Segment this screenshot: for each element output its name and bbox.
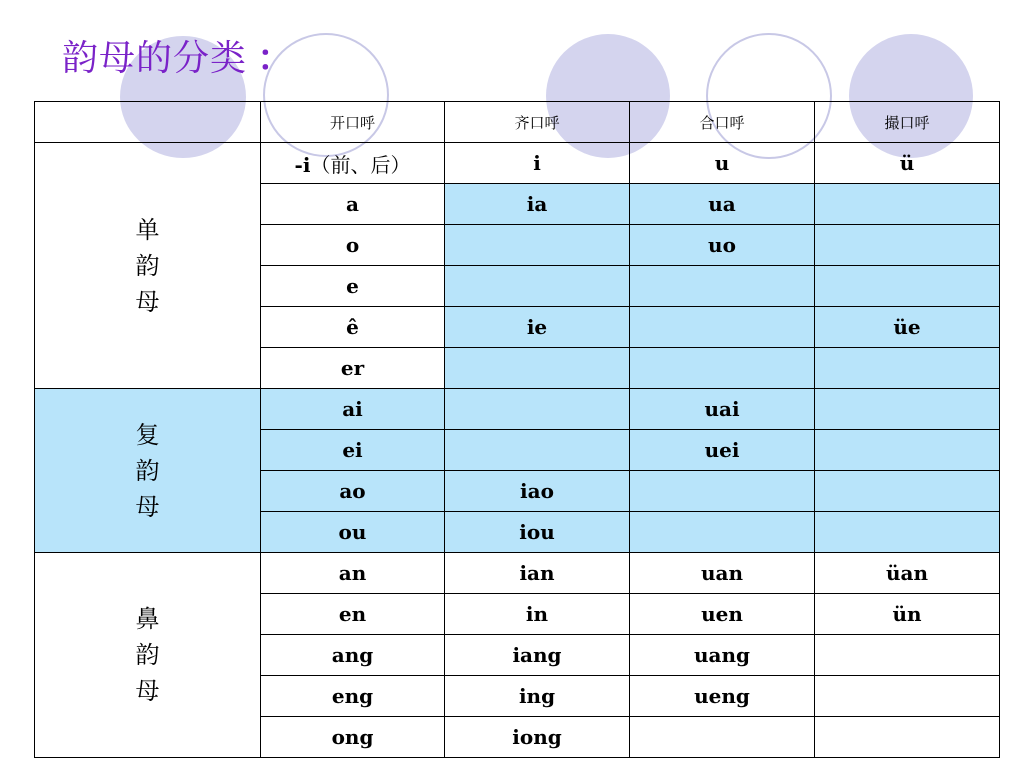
cell-cuokou	[815, 266, 1000, 307]
finals-classification-table	[34, 101, 1000, 758]
cell-qikou: iao	[445, 471, 630, 512]
cell-kaikou: ê	[261, 307, 445, 348]
table-row	[35, 389, 1000, 430]
cell-qikou: iou	[445, 512, 630, 553]
cell-cuokou: üe	[815, 307, 1000, 348]
table-row	[35, 553, 1000, 594]
cell-cuokou	[815, 471, 1000, 512]
header-qikou: 齐口呼	[445, 102, 630, 143]
cell-kaikou: er	[261, 348, 445, 389]
cell-qikou: in	[445, 594, 630, 635]
group-label-char: 复	[135, 420, 160, 449]
cell-cuokou: üan	[815, 553, 1000, 594]
group-label-char: 母	[135, 677, 160, 705]
cell-qikou	[445, 389, 630, 430]
cell-kaikou: e	[261, 266, 445, 307]
cell-kaikou: o	[261, 225, 445, 266]
header-corner	[35, 102, 261, 143]
group-label-char: 单	[135, 215, 160, 244]
table-row	[35, 143, 1000, 184]
cell-cuokou	[815, 512, 1000, 553]
header-kaikou: 开口呼	[261, 102, 445, 143]
cell-hekou: uen	[630, 594, 815, 635]
cell-hekou	[630, 266, 815, 307]
cell-kaikou: a	[261, 184, 445, 225]
cell-kaikou: en	[261, 594, 445, 635]
cell-qikou: ian	[445, 553, 630, 594]
cell-hekou	[630, 512, 815, 553]
cell-kaikou: an	[261, 553, 445, 594]
cell-kaikou: ou	[261, 512, 445, 553]
cell-cuokou	[815, 717, 1000, 758]
cell-kaikou: eng	[261, 676, 445, 717]
title-colon: ：	[257, 38, 295, 79]
cell-cuokou	[815, 225, 1000, 266]
cell-hekou: uan	[630, 553, 815, 594]
group-label-char: 母	[135, 287, 160, 316]
cell-qikou: iong	[445, 717, 630, 758]
cell-kaikou: ong	[261, 717, 445, 758]
title-text: 韵母的分类	[62, 38, 248, 79]
cell-qikou: ing	[445, 676, 630, 717]
cell-kaikou: ao	[261, 471, 445, 512]
cell-qikou	[445, 225, 630, 266]
cell-cuokou	[815, 676, 1000, 717]
cell-kaikou: ei	[261, 430, 445, 471]
header-row	[35, 102, 1000, 143]
group-label-char: 韵	[135, 456, 160, 485]
cell-qikou: iang	[445, 635, 630, 676]
cell-kaikou-value: -i	[294, 152, 311, 177]
cell-qikou	[445, 348, 630, 389]
cell-cuokou	[815, 389, 1000, 430]
cell-hekou: uei	[630, 430, 815, 471]
group-label-char: 鼻	[135, 605, 160, 633]
cell-cuokou	[815, 184, 1000, 225]
cell-hekou	[630, 307, 815, 348]
cell-hekou: u	[630, 143, 815, 184]
cell-hekou: uo	[630, 225, 815, 266]
header-hekou: 合口呼	[630, 102, 815, 143]
group-label-compound-finals	[35, 389, 261, 553]
cell-hekou: ueng	[630, 676, 815, 717]
group-label-char: 韵	[135, 251, 160, 280]
cell-kaikou-note: （前、后）	[310, 152, 411, 177]
cell-hekou: uang	[630, 635, 815, 676]
cell-hekou	[630, 717, 815, 758]
cell-kaikou	[261, 143, 445, 184]
group-label-nasal-finals	[35, 553, 261, 758]
cell-cuokou: ü	[815, 143, 1000, 184]
cell-cuokou	[815, 348, 1000, 389]
group-label-char: 韵	[135, 641, 160, 669]
cell-kaikou: ang	[261, 635, 445, 676]
cell-qikou: i	[445, 143, 630, 184]
group-label-char: 母	[135, 492, 160, 521]
group-label-simple-finals	[35, 143, 261, 389]
cell-kaikou: ai	[261, 389, 445, 430]
cell-qikou: ie	[445, 307, 630, 348]
cell-hekou	[630, 348, 815, 389]
page-title	[62, 30, 294, 81]
cell-cuokou	[815, 635, 1000, 676]
cell-qikou	[445, 430, 630, 471]
cell-qikou: ia	[445, 184, 630, 225]
cell-hekou	[630, 471, 815, 512]
cell-qikou	[445, 266, 630, 307]
cell-cuokou: ün	[815, 594, 1000, 635]
header-cuokou: 撮口呼	[815, 102, 1000, 143]
cell-cuokou	[815, 430, 1000, 471]
cell-hekou: ua	[630, 184, 815, 225]
cell-hekou: uai	[630, 389, 815, 430]
